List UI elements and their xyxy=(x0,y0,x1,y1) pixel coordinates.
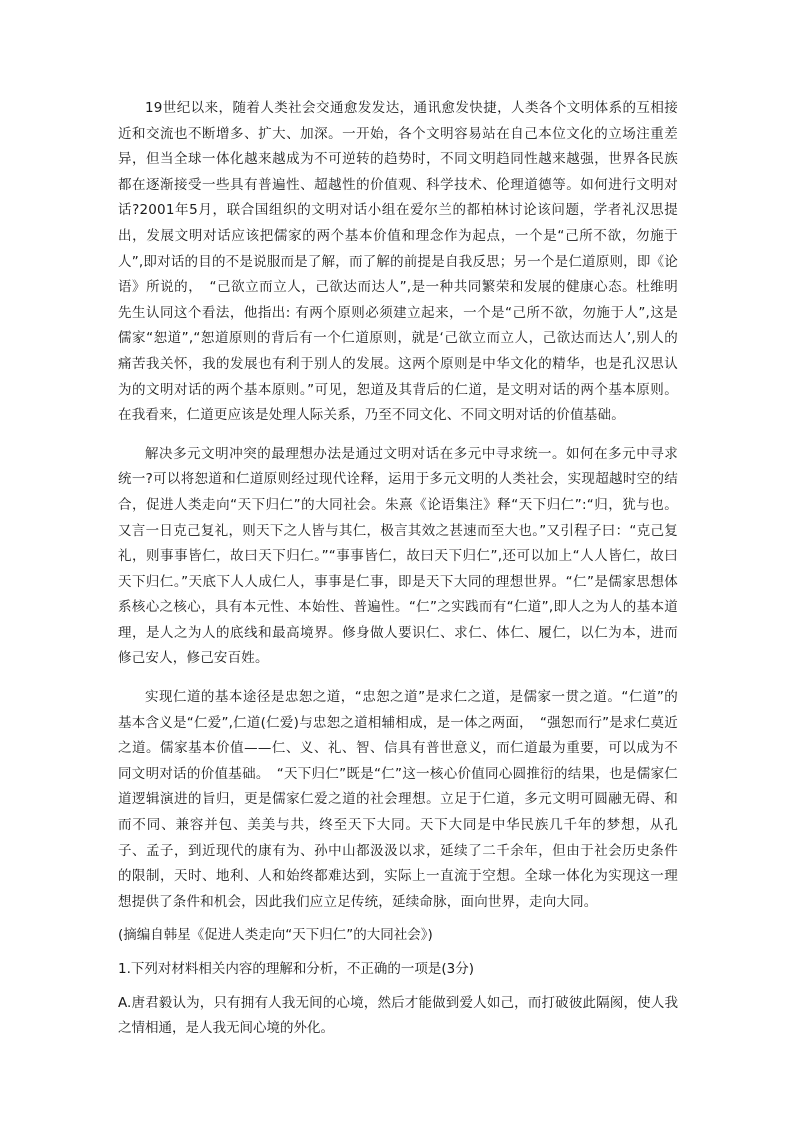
article-source: (摘编自韩星《促进人类走向“天下归仁”的大同社会》) xyxy=(118,927,433,944)
question-stem: 1.下列对材料相关内容的理解和分析，不正确的一项是(3分) xyxy=(118,961,475,977)
article-paragraph-1: 19世纪以来，随着人类社会交通愈发发达，通讯愈发快捷，人类各个文明体系的互相接近和交流也不断增多、扩大、加深。一开始，各个文明容易站在自己本位文化的立场注重差异，但当全球一体化越来越成为不可逆转的趋势时，不同文明趋同性越来越强，世界各民族都在逐渐接受一些具有普遍性、超越性的价值观、科学技术、伦理道德等。如何进行文明对话?2001年5月，联合国组织的文明对话小组在爱尔兰的都柏林讨论该问题，学者礼汉思提出，发展文明对话应该把儒家的两个基本价值和理念作为起点，一个是“己所不欲，勿施于人”,即对话的目的不是说服而是了解，而了解的前提是自我反思；另一个是仁道原则，即《论语》所说的， “己欲立而立人，己欲达而达人”,是一种共同繁荣和发展的健康心态。杜维明先生认同这个看法，他指出: 有两个原则必须建立起来，一个是“己所不欲，勿施于人”,这是儒家“恕道”,“恕道原则的背后有一个仁道原则，就是‘己欲立而立人，己欲达而达人’,别人的痛苦我关怀，我的发展也有利于别人的发展。这两个原则是中华文化的精华，也是孔汉思认为的文明对话的两个基本原则。”可见，恕道及其背后的仁道，是文明对话的两个基本原则。在我看来，仁道更应该是处理人际关系，乃至不同文化、不同文明对话的价值基础。 xyxy=(118,100,678,424)
question-option-a: A.唐君毅认为，只有拥有人我无间的心境，然后才能做到爱人如己，而打破彼此隔阂，使人我之情相通，是人我无间心境的外化。 xyxy=(118,994,678,1037)
article-paragraph-2: 解决多元文明冲突的最理想办法是通过文明对话在多元中寻求统一。如何在多元中寻求统一?可以将恕道和仁道原则经过现代诠释，运用于多元文明的人类社会，实现超越时空的结合，促进人类走向“天下归仁”的大同社会。朱熹《论语集注》释“天下归仁”:“归，犹与也。又言一日克己复礼，则天下之人皆与其仁，极言其效之甚速而至大也。”又引程子曰：“克己复礼，则事事皆仁，故曰天下归仁。”“事事皆仁，故曰天下归仁”,还可以加上“人人皆仁，故曰天下归仁。”天底下人人成仁人，事事是仁事，即是天下大同的理想世界。“仁”是儒家思想体系核心之核心，具有本元性、本始性、普遍性。“仁”之实践而有“仁道”,即人之为人的基本道理，是人之为人的底线和最高境界。修身做人要识仁、求仁、体仁、履仁，以仁为本，进而修己安人，修己安百姓。 xyxy=(118,445,678,667)
article-paragraph-3: 实现仁道的基本途径是忠恕之道，“忠恕之道”是求仁之道，是儒家一贯之道。“仁道”的基本含义是“仁爱”,仁道(仁爱)与忠恕之道相辅相成，是一体之两面， “强恕而行”是求仁莫近之道。儒家基本价值——仁、义、礼、智、信具有普世意义，而仁道最为重要，可以成为不同文明对话的价值基础。 “天下归仁”既是“仁”这一核心价值同心圆推衍的结果，也是儒家仁道逻辑演进的旨归，更是儒家仁爱之道的社会理想。立足于仁道，多元文明可圆融无碍、和而不同、兼容并包、美美与共，终至天下大同。天下大同是中华民族几千年的梦想，从孔子、孟子，到近现代的康有为、孙中山都汲汲以求，延续了二千余年，但由于社会历史条件的限制，天时、地利、人和始终都难达到，实际上一直流于空想。全球一体化为实现这一理想提供了条件和机会，因此我们应立足传统，延续命脉，面向世界，走向大同。 xyxy=(118,689,678,910)
document-page xyxy=(118,96,678,1042)
